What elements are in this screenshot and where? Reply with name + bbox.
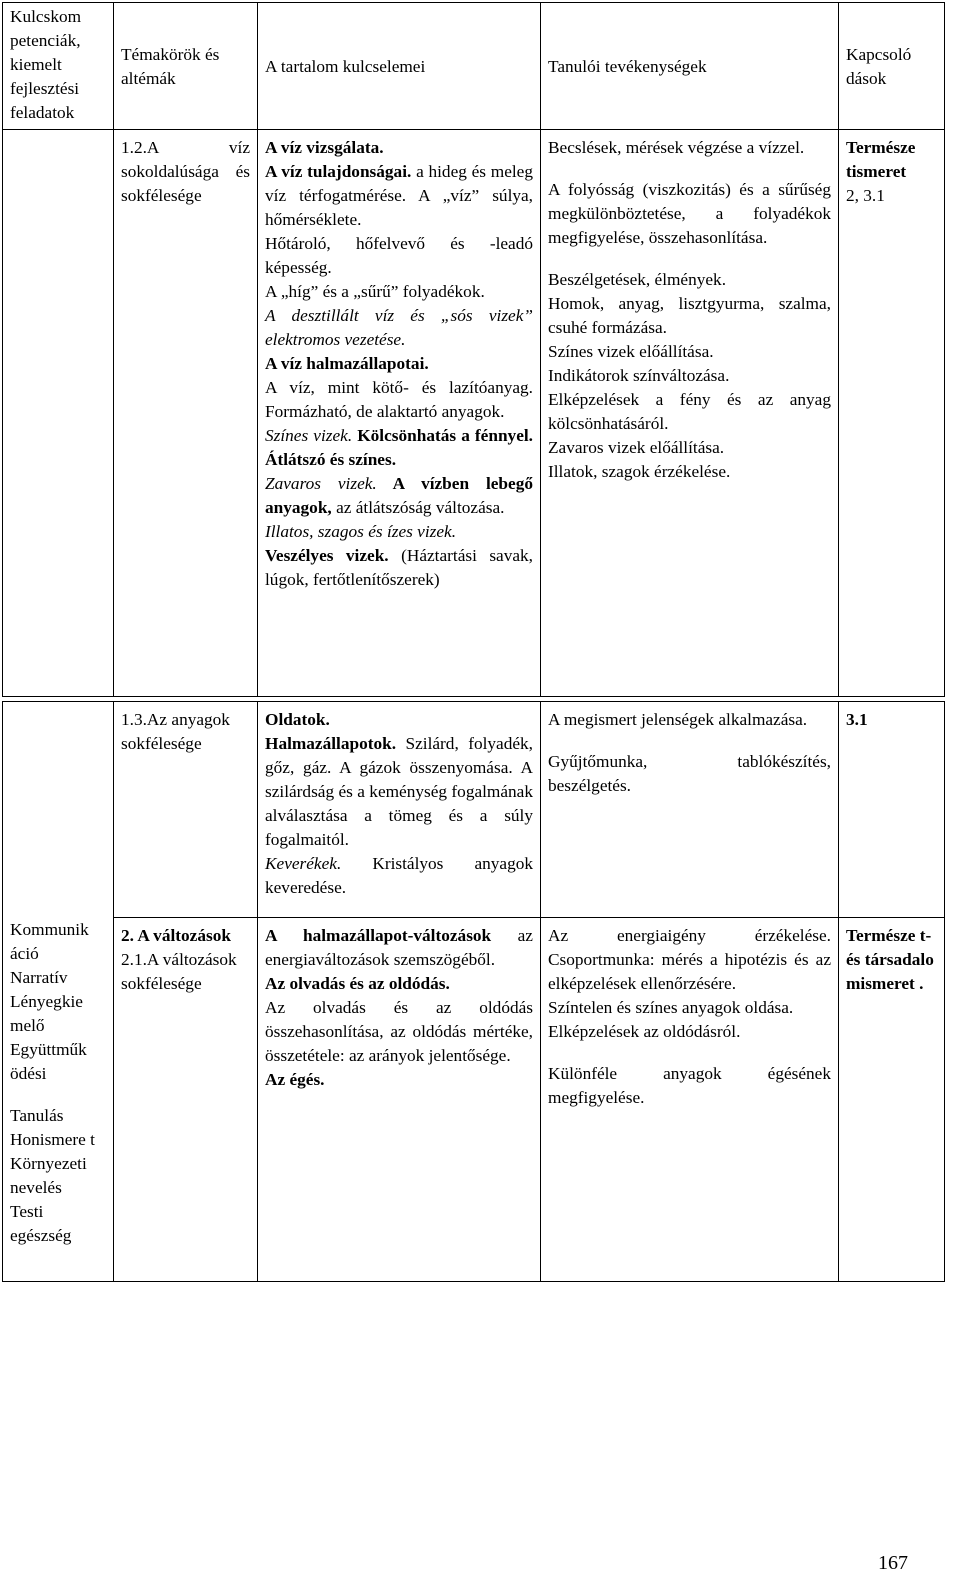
- content-item: A desztillált víz és „sós vizek” elektromos vezetése.: [265, 306, 533, 349]
- content-item: Kristályos anyagok keveredése.: [265, 854, 533, 897]
- content-item: a hideg és meleg víz térfogatmérése. A „víz” súlya, hőmérséklete.: [265, 162, 533, 229]
- content-item: Az olvadás és az oldódás összehasonlítása, az oldódás mértéke, összetétele: az arányok jelentősége.: [265, 998, 533, 1065]
- link-item: 2, 3.1: [846, 186, 885, 205]
- activity-item: A folyósság (viszkozitás) és a sűrűség megkülönböztetése, a folyadékok megfigyelése, összehasonlítása.: [548, 180, 831, 247]
- content-item: Zavaros vizek.: [265, 474, 377, 493]
- competency-item: Kommunik áció: [10, 919, 89, 963]
- content-item: A víz vizsgálata.: [265, 138, 384, 157]
- content-cell: [258, 702, 541, 918]
- link-item: 3.1: [846, 710, 868, 729]
- activity-item: Beszélgetések, élmények.: [548, 270, 727, 289]
- content-item: Hőtároló, hőfelvevő és -leadó képesség.: [265, 234, 533, 277]
- competency-item: Környezeti nevelés: [10, 1153, 87, 1197]
- topic-cell: [114, 918, 258, 1282]
- activity-item: Elképzelések a fény és az anyag kölcsönhatásáról.: [548, 390, 831, 433]
- content-item: az átlátszóság változása.: [331, 498, 505, 517]
- content-item: Veszélyes vizek.: [265, 546, 389, 565]
- activity-item: Elképzelések az oldódásról.: [548, 1022, 741, 1041]
- curriculum-table-top: [2, 2, 945, 697]
- activity-item: Színes vizek előállítása.: [548, 342, 714, 361]
- content-item: Keverékek.: [265, 854, 342, 873]
- content-item: A víz halmazállapotai.: [265, 354, 429, 373]
- activity-item: Zavaros vizek előállítása.: [548, 438, 725, 457]
- content-item: A vízben lebegő anyagok,: [265, 474, 533, 517]
- content-item: Illatos, szagos és ízes vizek.: [265, 522, 457, 541]
- competency-item: Tanulás: [10, 1105, 64, 1125]
- curriculum-table-bottom: [2, 701, 945, 1282]
- links-cell: [839, 702, 945, 918]
- link-item: Természe tismeret: [846, 138, 916, 181]
- topic-subtitle: 2.1.A változások sokfélesége: [121, 950, 237, 993]
- content-item: Az olvadás és az oldódás.: [265, 974, 450, 993]
- activity-item: Gyűjtőmunka, tablókészítés, beszélgetés.: [548, 752, 831, 795]
- activity-item: Homok, anyag, lisztgyurma, szalma, csuhé formázása.: [548, 294, 831, 337]
- activity-item: A megismert jelenségek alkalmazása.: [548, 710, 808, 729]
- content-item: Színes vizek.: [265, 426, 353, 445]
- competency-item: Honismere t: [10, 1129, 95, 1149]
- activity-item: Különféle anyagok égésének megfigyelése.: [548, 1064, 831, 1107]
- header-row: [3, 3, 945, 130]
- links-cell: [839, 918, 945, 1282]
- header-content: A tartalom kulcselemei: [258, 3, 541, 130]
- competencies-cell: [3, 702, 114, 918]
- link-item: Természe t- és társadalo mismeret .: [846, 926, 934, 993]
- activity-item: Becslések, mérések végzése a vízzel.: [548, 138, 805, 157]
- content-item: Szilárd, folyadék, gőz, gáz. A gázok összenyomása. A szilárdság és a keménység fogalmának alválasztása a tömeg és a súly fogalmaitól.: [265, 734, 533, 849]
- activities-cell: [541, 702, 839, 918]
- competency-item: Együttműk ödési: [10, 1039, 87, 1083]
- content-item: Az égés.: [265, 1070, 325, 1089]
- activity-item: Színtelen és színes anyagok oldása.: [548, 998, 794, 1017]
- activity-item: Az energiaigény érzékelése. Csoportmunka: mérés a hipotézis és az elképzelések ellenőrzésére.: [548, 926, 831, 993]
- competencies-cell: [3, 130, 114, 697]
- content-item: A víz, mint kötő- és lazítóanyag. Formázható, de alaktartó anyagok.: [265, 378, 533, 421]
- activity-item: Indikátorok színváltozása.: [548, 366, 730, 385]
- content-item: A halmazállapot-változások: [265, 926, 492, 945]
- activities-cell: [541, 130, 839, 697]
- content-item: A „híg” és a „sűrű” folyadékok.: [265, 282, 485, 301]
- topic-cell: 1.3.Az anyagok sokfélesége: [114, 702, 258, 918]
- content-item: A víz tulajdonságai.: [265, 162, 412, 181]
- content-cell: [258, 918, 541, 1282]
- page-number: 167: [878, 1552, 908, 1574]
- header-topics: Témakörök és altémák: [114, 3, 258, 130]
- competencies-cell: [3, 918, 114, 1282]
- competency-item: Lényegkie melő: [10, 991, 83, 1035]
- links-cell: [839, 130, 945, 697]
- topic-cell: 1.2.A víz sokoldalúsága és sokfélesége: [114, 130, 258, 697]
- header-activities: Tanulói tevékenységek: [541, 3, 839, 130]
- topic-title: 2. A változások: [121, 926, 231, 945]
- content-item: az energiaváltozások szemszögéből.: [265, 926, 533, 969]
- content-item: Kölcsönhatás a fénnyel. Átlátszó és színes.: [265, 426, 533, 469]
- table-row: [3, 130, 945, 697]
- content-item: (Háztartási savak, lúgok, fertőtlenítőszerek): [265, 546, 533, 589]
- content-cell: [258, 130, 541, 697]
- header-competencies: Kulcskom petenciák, kiemelt fejlesztési feladatok: [3, 3, 114, 130]
- header-links: Kapcsoló dások: [839, 3, 945, 130]
- competency-item: Testi egészség: [10, 1201, 72, 1245]
- activities-cell: [541, 918, 839, 1282]
- activity-item: Illatok, szagok érzékelése.: [548, 462, 731, 481]
- content-item: Halmazállapotok.: [265, 734, 397, 753]
- content-item: Oldatok.: [265, 710, 330, 729]
- competency-item: Narratív: [10, 967, 68, 987]
- table-row: [3, 702, 945, 918]
- table-row: [3, 918, 945, 1282]
